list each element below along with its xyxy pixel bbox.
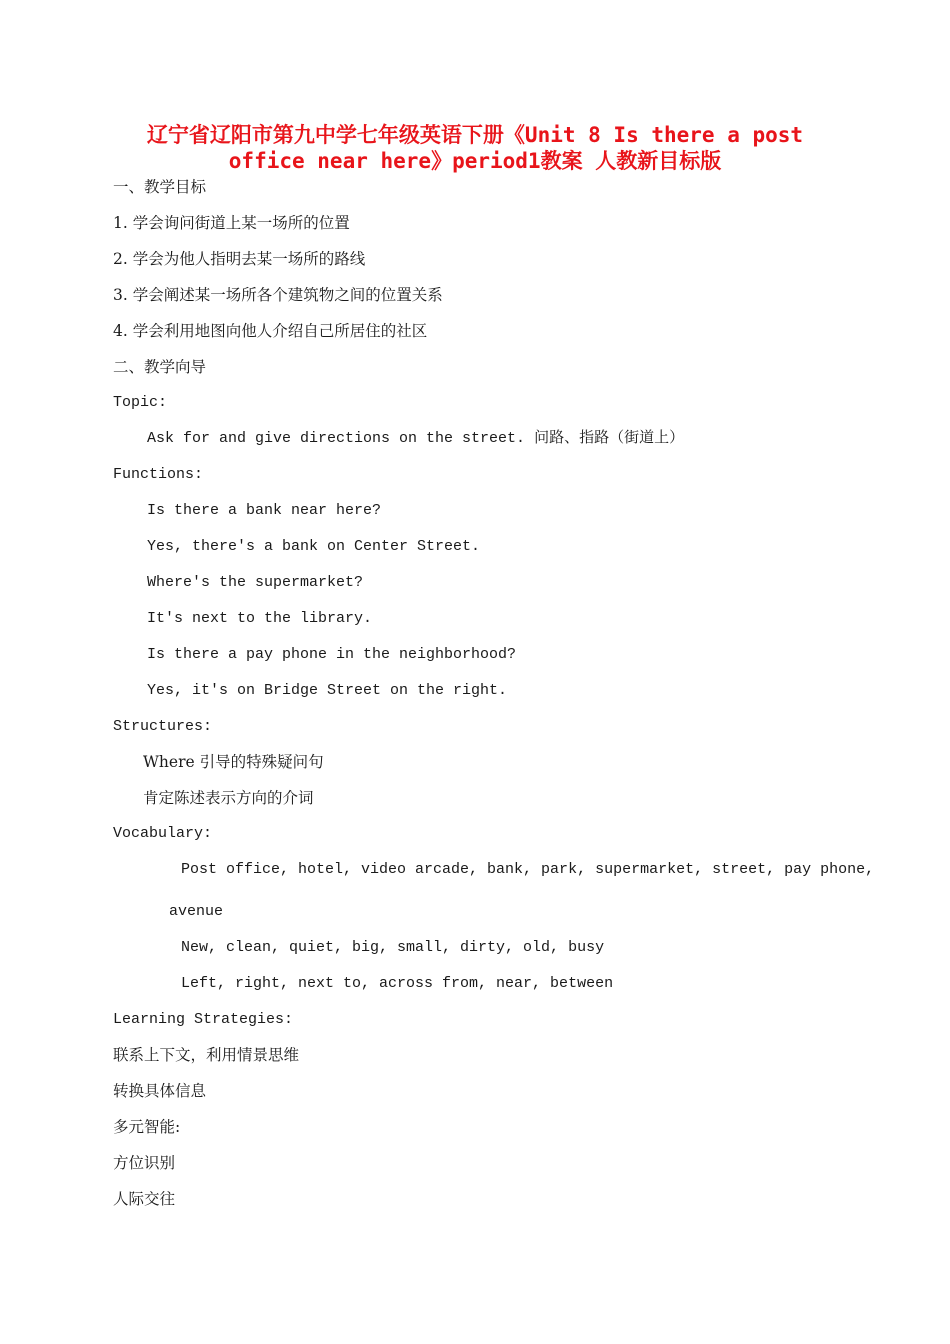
title-line-1: 辽宁省辽阳市第九中学七年级英语下册《Unit 8 Is there a post bbox=[146, 123, 804, 147]
functions-label: Functions: bbox=[113, 466, 204, 483]
intelligence-item: 人际交往 bbox=[113, 1190, 176, 1208]
function-sentence: It's next to the library. bbox=[147, 610, 373, 627]
document-title bbox=[100, 122, 850, 174]
function-sentence: Where's the supermarket? bbox=[147, 574, 364, 591]
strategy-item: 转换具体信息 bbox=[113, 1082, 207, 1100]
structure-item: Where 引导的特殊疑问句 bbox=[143, 753, 324, 771]
vocabulary-places-continued: avenue bbox=[169, 903, 224, 920]
vocabulary-places: Post office, hotel, video arcade, bank, park, supermarket, street, pay phone, bbox=[181, 861, 875, 878]
title-line-2: office near here》period1教案 人教新目标版 bbox=[228, 149, 722, 173]
vocabulary-prepositions: Left, right, next to, across from, near, between bbox=[181, 975, 614, 992]
strategies-label: Learning Strategies: bbox=[113, 1011, 294, 1028]
structures-label: Structures: bbox=[113, 718, 213, 735]
function-sentence: Yes, there's a bank on Center Street. bbox=[147, 538, 481, 555]
function-sentence: Is there a pay phone in the neighborhood? bbox=[147, 646, 517, 663]
intelligence-item: 方位识别 bbox=[113, 1154, 176, 1172]
objectives-heading: 一、教学目标 bbox=[113, 178, 207, 196]
function-sentence: Is there a bank near here? bbox=[147, 502, 382, 519]
guide-heading: 二、教学向导 bbox=[113, 358, 207, 376]
objective-item: 1. 学会询问街道上某一场所的位置 bbox=[113, 214, 350, 232]
strategy-item: 联系上下文，利用情景思维 bbox=[113, 1046, 300, 1064]
objective-item: 4. 学会利用地图向他人介绍自己所居住的社区 bbox=[113, 322, 428, 340]
topic-label: Topic: bbox=[113, 394, 168, 411]
objective-item: 3. 学会阐述某一场所各个建筑物之间的位置关系 bbox=[113, 286, 443, 304]
intelligences-label: 多元智能: bbox=[113, 1118, 181, 1136]
structure-item: 肯定陈述表示方向的介词 bbox=[143, 789, 314, 807]
function-sentence: Yes, it's on Bridge Street on the right. bbox=[147, 682, 508, 699]
objective-item: 2. 学会为他人指明去某一场所的路线 bbox=[113, 250, 366, 268]
vocabulary-label: Vocabulary: bbox=[113, 825, 213, 842]
topic-text: Ask for and give directions on the street. 问路、指路（街道上） bbox=[147, 430, 685, 447]
vocabulary-adjectives: New, clean, quiet, big, small, dirty, old, busy bbox=[181, 939, 605, 956]
